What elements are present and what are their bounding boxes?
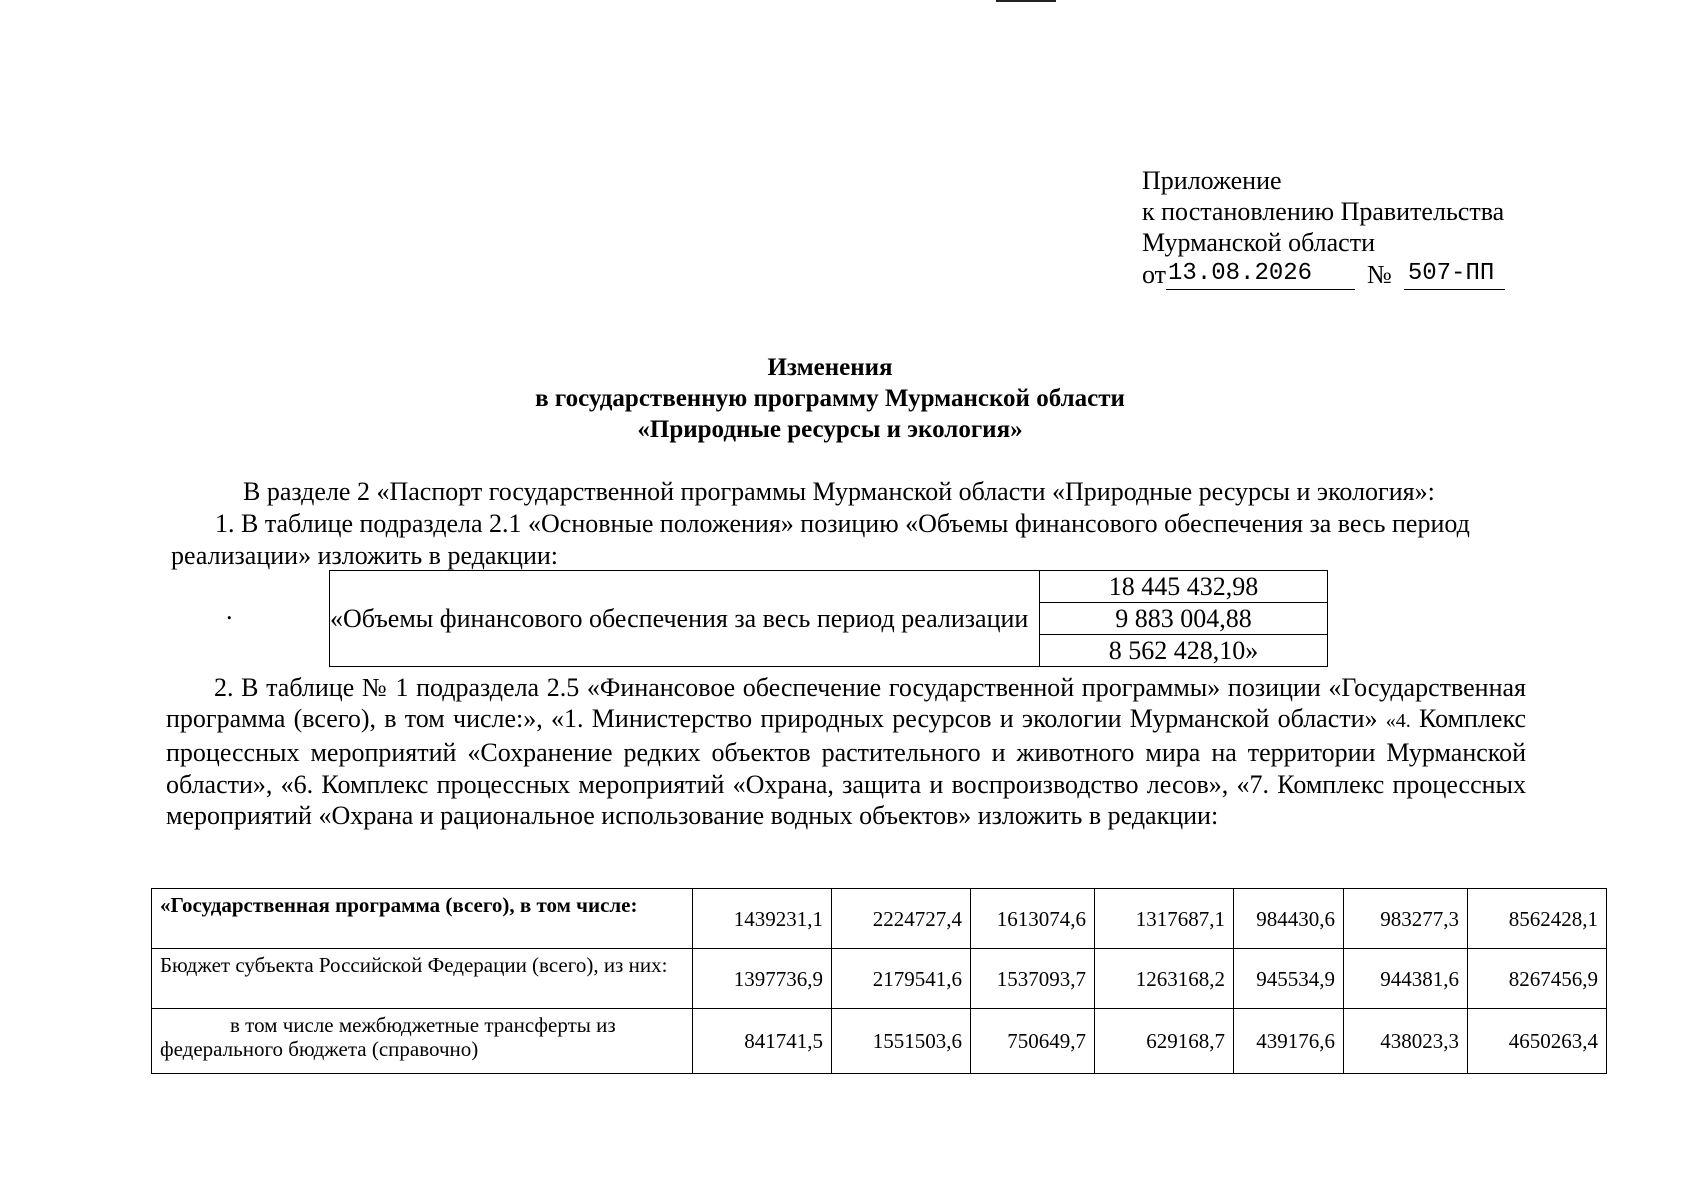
- row-label-text: в том числе межбюджетные трансферты из федерального бюджета (справочно): [160, 1013, 616, 1061]
- table-cell: 1397736,9: [693, 949, 832, 1009]
- table-cell: 2179541,6: [832, 949, 971, 1009]
- funding-volume-table: [329, 570, 1328, 667]
- paragraph-2-small-text: «4.: [1385, 710, 1411, 733]
- table-cell: 983277,3: [1344, 889, 1468, 949]
- annex-date-line: [1142, 258, 1505, 290]
- funding-total-value: 18 445 432,98: [1040, 571, 1328, 603]
- number-sign: №: [1367, 260, 1392, 289]
- funding-volume-label: «Объемы финансового обеспечения за весь период реализации: [330, 571, 1040, 667]
- stray-dot: .: [226, 596, 233, 625]
- table-row: [152, 949, 1607, 1009]
- table-cell: 8267456,9: [1468, 949, 1607, 1009]
- document-title: [0, 352, 1660, 445]
- funding-value-3: 8 562 428,10»: [1040, 635, 1328, 667]
- title-line-3: «Природные ресурсы и экология»: [637, 416, 1023, 443]
- table-cell: 2224727,4: [832, 889, 971, 949]
- table-cell: 944381,6: [1344, 949, 1468, 1009]
- annex-block: [1142, 165, 1505, 290]
- table-cell: 841741,5: [693, 1009, 832, 1074]
- annex-line-2: к постановлению Правительства: [1142, 197, 1505, 226]
- row-label: «Государственная программа (всего), в том числе:: [152, 889, 693, 949]
- table-cell: 1551503,6: [832, 1009, 971, 1074]
- table-cell: 945534,9: [1234, 949, 1344, 1009]
- title-line-2: в государственную программу Мурманской области: [535, 385, 1125, 412]
- table-cell: 984430,6: [1234, 889, 1344, 949]
- annex-line-3: Мурманской области: [1142, 228, 1375, 257]
- table-cell: 439176,6: [1234, 1009, 1344, 1074]
- table-cell: 8562428,1: [1468, 889, 1607, 949]
- annex-line-1: Приложение: [1142, 166, 1282, 195]
- table-cell: 1537093,7: [971, 949, 1095, 1009]
- table-cell: 4650263,4: [1468, 1009, 1607, 1074]
- paragraph-2: [166, 672, 1526, 831]
- table-cell: 1263168,2: [1095, 949, 1234, 1009]
- table-cell: 1317687,1: [1095, 889, 1234, 949]
- financing-table: [151, 888, 1607, 1074]
- paragraph-2-text-a: 2. В таблице № 1 подраздела 2.5 «Финансовое обеспечение государственной программы» позиции «Государственная программа (всего), в том числе:», «1. Министерство природных ресурсов и экологии Мурманской области»: [166, 673, 1526, 734]
- row-label: [152, 1009, 693, 1074]
- row-label: Бюджет субъекта Российской Федерации (всего), из них:: [152, 949, 693, 1009]
- funding-value-2: 9 883 004,88: [1040, 603, 1328, 635]
- table-cell: 750649,7: [971, 1009, 1095, 1074]
- table-row: [152, 1009, 1607, 1074]
- table-cell: 629168,7: [1095, 1009, 1234, 1074]
- table-row: [152, 889, 1607, 949]
- decree-date: 13.08.2026: [1166, 258, 1355, 290]
- table-cell: 1439231,1: [693, 889, 832, 949]
- table-cell: 1613074,6: [971, 889, 1095, 949]
- paragraph-2-text-b: Комплекс процессных мероприятий «Сохранение редких объектов растительного и животного мира на территории Мурманской области», «6. Комплекс процессных мероприятий «Охрана, защита и воспроизводство лесов», «7. Комплекс процессных мероприятий «Охрана и рациональное использование водных объектов» изложить в редакции:: [166, 704, 1526, 830]
- intro-paragraph-3: реализации» изложить в редакции:: [171, 541, 559, 570]
- intro-paragraph-1: В разделе 2 «Паспорт государственной программы Мурманской области «Природные ресурсы и экология»:: [243, 477, 1435, 506]
- top-mark: [996, 0, 1056, 2]
- decree-number: 507-ПП: [1404, 258, 1505, 290]
- intro-paragraph-2: 1. В таблице подраздела 2.1 «Основные положения» позицию «Объемы финансового обеспечения за весь период: [215, 509, 1470, 538]
- date-prefix: от: [1142, 260, 1167, 289]
- table-cell: 438023,3: [1344, 1009, 1468, 1074]
- title-line-1: Изменения: [767, 354, 893, 381]
